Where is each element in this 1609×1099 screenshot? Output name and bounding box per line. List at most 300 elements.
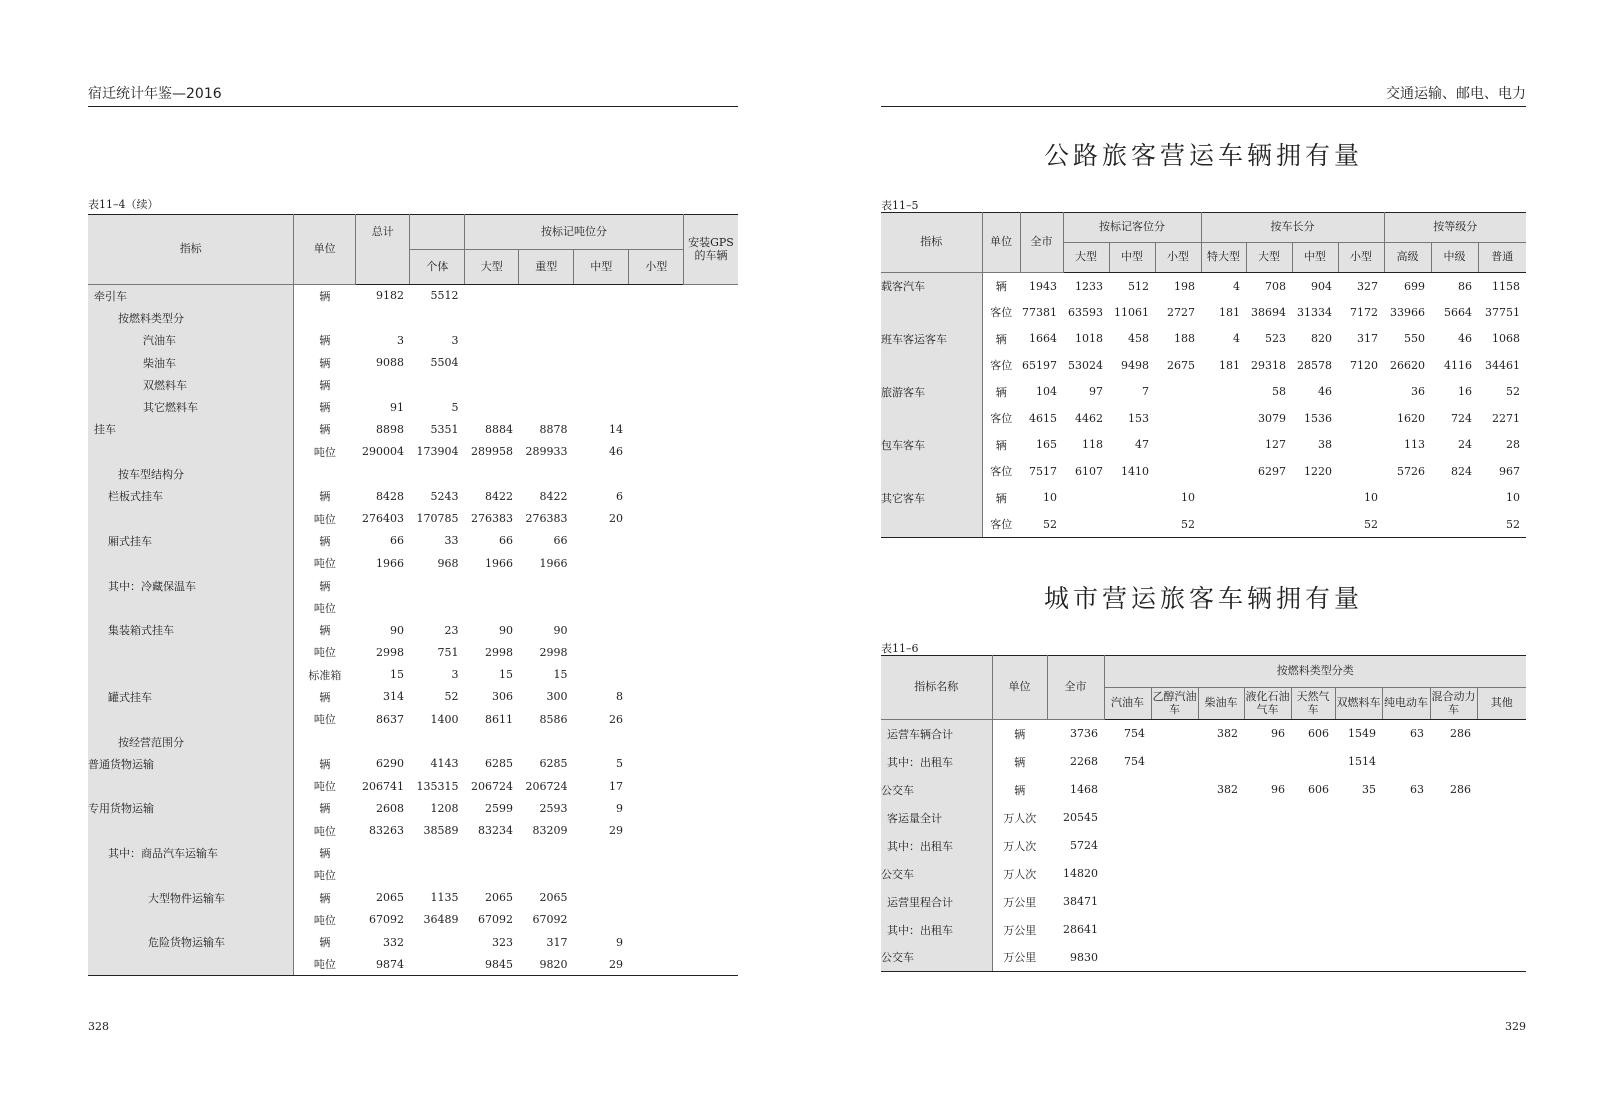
row-value — [1477, 916, 1526, 944]
row-unit: 客位 — [990, 306, 1013, 320]
row-value: 2998 — [375, 645, 404, 659]
row-value: 5664 — [1444, 305, 1473, 319]
row-label — [88, 820, 294, 842]
table-row — [88, 664, 738, 686]
row-value — [519, 329, 574, 351]
row-label: 其中：出租车 — [881, 832, 992, 860]
row-value — [629, 530, 684, 552]
row-value — [573, 530, 629, 552]
row-value — [1198, 748, 1244, 776]
row-value — [629, 842, 684, 864]
row-value — [683, 842, 738, 864]
row-value: 1664 — [1029, 332, 1057, 346]
table-row — [88, 820, 738, 842]
row-value — [629, 619, 684, 641]
row-value — [355, 597, 410, 619]
row-value: 286 — [1450, 783, 1471, 796]
row-value — [519, 597, 574, 619]
row-value: 66 — [389, 534, 404, 548]
row-value — [464, 842, 519, 864]
row-value: 52 — [1155, 511, 1201, 538]
row-value: 16 — [1458, 385, 1473, 399]
row-value: 9 — [615, 801, 623, 815]
row-label: 危险货物运输车 — [88, 931, 294, 953]
table-11-4 — [88, 214, 738, 976]
table-row — [88, 797, 738, 819]
row-value — [355, 864, 410, 886]
table-11-6 — [881, 655, 1526, 972]
row-value — [683, 820, 738, 842]
header-large: 大型 — [464, 250, 519, 285]
table-row — [88, 441, 738, 463]
row-value: 67092 — [532, 913, 568, 927]
table-row — [881, 379, 1526, 406]
row-label: 其中：出租车 — [881, 748, 992, 776]
row-value: 606 — [1308, 783, 1329, 796]
row-value: 2727 — [1167, 305, 1196, 319]
row-value: 63 — [1410, 727, 1424, 741]
row-value — [1155, 458, 1201, 485]
row-value: 754 — [1124, 727, 1145, 741]
row-value: 46 — [1318, 385, 1333, 399]
row-unit: 辆 — [319, 378, 331, 392]
row-unit: 吨位 — [313, 713, 336, 727]
row-value: 96 — [1271, 783, 1285, 796]
row-unit: 辆 — [319, 802, 331, 816]
running-head-right: 交通运输、邮电、电力 — [881, 84, 1526, 107]
row-label — [88, 552, 294, 574]
row-unit: 万人次 — [1003, 867, 1037, 881]
row-value — [683, 374, 738, 396]
row-value — [410, 842, 465, 864]
row-value — [573, 619, 629, 641]
row-unit: 吨位 — [313, 557, 336, 571]
table-row — [88, 909, 738, 931]
row-value: 6 — [615, 489, 623, 503]
row-value: 1549 — [1348, 727, 1376, 741]
row-unit: 辆 — [319, 690, 331, 704]
row-unit: 辆 — [319, 847, 331, 861]
header-total: 总计 — [355, 215, 410, 250]
row-value: 606 — [1308, 727, 1329, 741]
row-value: 724 — [1451, 411, 1473, 425]
row-value: 67092 — [368, 913, 404, 927]
row-value — [1338, 458, 1384, 485]
row-value: 300 — [546, 690, 568, 704]
row-value — [1151, 944, 1198, 972]
row-value: 9498 — [1121, 358, 1149, 372]
row-value: 29 — [573, 953, 629, 975]
row-value: 10 — [1181, 491, 1196, 505]
row-value: 206724 — [470, 779, 513, 793]
row-value: 52 — [1506, 385, 1521, 399]
row-value — [629, 931, 684, 953]
row-label — [88, 775, 294, 797]
row-value: 6297 — [1258, 464, 1287, 478]
row-value — [683, 329, 738, 351]
row-value: 968 — [437, 556, 459, 570]
row-value: 327 — [1357, 279, 1379, 293]
row-value — [519, 730, 574, 752]
row-label: 公交车 — [881, 860, 992, 888]
page-number-left: 328 — [88, 1020, 109, 1033]
row-value: 10 — [1364, 491, 1379, 505]
row-value: 29 — [608, 824, 623, 838]
row-value — [629, 730, 684, 752]
table-row — [881, 352, 1526, 379]
row-unit — [294, 307, 356, 329]
row-label: 柴油车 — [88, 351, 294, 373]
row-value: 24 — [1458, 438, 1473, 452]
table-row — [88, 396, 738, 418]
row-label — [881, 458, 982, 485]
row-value — [629, 641, 684, 663]
row-value: 65197 — [1022, 358, 1057, 372]
row-value — [1338, 432, 1384, 459]
row-value — [1151, 888, 1198, 916]
row-value — [629, 307, 684, 329]
row-value: 332 — [382, 935, 404, 949]
row-value: 6290 — [375, 757, 404, 771]
row-value — [1335, 888, 1382, 916]
row-value — [464, 463, 519, 485]
row-value — [410, 730, 465, 752]
header-natural-gas: 天然气车 — [1291, 688, 1335, 720]
row-value: 28 — [1506, 438, 1521, 452]
row-value: 3 — [451, 333, 459, 347]
row-value — [1291, 832, 1335, 860]
row-value — [1104, 832, 1151, 860]
row-value — [1291, 888, 1335, 916]
row-value: 91 — [389, 400, 404, 414]
row-value: 289958 — [470, 445, 513, 459]
table-row — [88, 931, 738, 953]
row-value — [573, 730, 629, 752]
table-row — [88, 351, 738, 373]
row-value: 38 — [1318, 438, 1333, 452]
row-unit: 吨位 — [313, 913, 336, 927]
row-value: 5351 — [430, 422, 459, 436]
row-unit: 辆 — [995, 280, 1007, 293]
row-unit: 辆 — [995, 385, 1007, 399]
row-value — [519, 864, 574, 886]
row-value — [1198, 860, 1244, 888]
row-value — [1244, 860, 1291, 888]
row-label: 集装箱式挂车 — [88, 619, 294, 641]
row-unit: 标准箱 — [308, 668, 342, 682]
row-value — [1151, 776, 1198, 804]
row-value — [683, 775, 738, 797]
header-dual-fuel: 双燃料车 — [1335, 688, 1382, 720]
row-value: 2608 — [375, 801, 404, 815]
table-row — [88, 552, 738, 574]
row-value — [1244, 832, 1291, 860]
row-value: 14 — [608, 422, 623, 436]
row-label: 牵引车 — [88, 285, 294, 307]
row-value: 8422 — [484, 489, 513, 503]
row-value — [683, 909, 738, 931]
table-row — [88, 730, 738, 752]
row-value: 2599 — [484, 801, 513, 815]
row-value: 1135 — [430, 891, 459, 905]
row-value — [519, 463, 574, 485]
row-value — [573, 864, 629, 886]
row-value: 286 — [1450, 727, 1471, 741]
row-value — [519, 842, 574, 864]
row-value: 8898 — [375, 422, 404, 436]
table-row — [881, 720, 1526, 748]
row-value — [1104, 804, 1151, 832]
row-unit: 吨位 — [313, 512, 336, 526]
row-value: 9088 — [375, 356, 404, 370]
row-value — [1244, 888, 1291, 916]
table-row — [881, 860, 1526, 888]
row-value: 23 — [444, 623, 459, 637]
row-value — [629, 797, 684, 819]
header-indicator: 指标 — [88, 215, 294, 285]
row-value — [1244, 944, 1291, 972]
row-value — [629, 708, 684, 730]
row-value: 90 — [553, 623, 568, 637]
row-label — [88, 953, 294, 975]
table-row — [881, 832, 1526, 860]
row-value — [683, 530, 738, 552]
row-value — [355, 842, 410, 864]
table-row — [88, 597, 738, 619]
row-value: 317 — [1357, 332, 1379, 346]
table-row — [88, 887, 738, 909]
row-unit: 辆 — [1014, 755, 1026, 769]
row-value: 28641 — [1063, 923, 1098, 936]
row-value — [683, 507, 738, 529]
row-value — [629, 864, 684, 886]
row-value — [1201, 458, 1246, 485]
row-value: 15 — [389, 668, 404, 682]
row-value — [1291, 860, 1335, 888]
row-unit: 吨位 — [313, 646, 336, 660]
row-value — [1430, 804, 1477, 832]
row-value — [519, 285, 574, 307]
row-value: 10 — [1506, 491, 1521, 505]
row-value — [629, 753, 684, 775]
row-value: 47 — [1135, 438, 1149, 452]
row-value: 35 — [1362, 783, 1376, 796]
row-label: 挂车 — [88, 418, 294, 440]
row-value: 4 — [1233, 332, 1241, 346]
row-value: 28578 — [1297, 358, 1333, 372]
row-value: 46 — [608, 445, 623, 459]
table-row — [88, 507, 738, 529]
row-value: 7 — [1142, 385, 1149, 399]
row-value — [683, 708, 738, 730]
header-gps: 安装GPS的车辆 — [683, 215, 738, 285]
row-value — [1477, 860, 1526, 888]
row-value: 96 — [1271, 727, 1285, 741]
row-value — [683, 307, 738, 329]
row-value: 52 — [1338, 511, 1384, 538]
row-value — [1244, 804, 1291, 832]
row-value — [1063, 485, 1109, 512]
header-ethanol: 乙醇汽油车 — [1151, 688, 1198, 720]
row-value: 512 — [1128, 279, 1149, 293]
row-value — [1201, 511, 1246, 538]
row-value — [573, 396, 629, 418]
row-value: 20 — [608, 512, 623, 526]
row-value: 2998 — [539, 645, 568, 659]
row-unit: 客位 — [990, 359, 1013, 373]
row-value: 2065 — [484, 891, 513, 905]
row-value — [573, 574, 629, 596]
row-value — [1477, 888, 1526, 916]
row-value — [1338, 405, 1384, 432]
row-value: 2065 — [375, 891, 404, 905]
row-value: 9820 — [519, 953, 574, 975]
row-value: 34461 — [1485, 358, 1521, 372]
row-value: 15 — [553, 668, 568, 682]
row-value — [683, 953, 738, 975]
row-value — [1104, 944, 1151, 972]
row-label — [88, 641, 294, 663]
row-value — [519, 374, 574, 396]
row-value — [573, 664, 629, 686]
row-label: 公交车 — [881, 944, 992, 972]
row-value: 5726 — [1397, 464, 1426, 478]
row-label: 按车型结构分 — [88, 463, 294, 485]
row-label: 公交车 — [881, 776, 992, 804]
row-value — [410, 374, 465, 396]
row-label: 其中：商品汽车运输车 — [88, 842, 294, 864]
row-value — [1430, 748, 1477, 776]
row-value: 751 — [437, 645, 459, 659]
row-value: 3 — [396, 333, 404, 347]
row-value — [1335, 944, 1382, 972]
row-value: 26 — [608, 712, 623, 726]
header-len-large: 大型 — [1246, 243, 1292, 273]
row-unit: 辆 — [319, 490, 331, 504]
row-unit: 万公里 — [1003, 895, 1037, 909]
row-value — [1151, 748, 1198, 776]
row-value — [573, 374, 629, 396]
row-value: 173904 — [416, 445, 459, 459]
row-unit: 客位 — [990, 465, 1013, 479]
row-value — [1246, 511, 1292, 538]
row-value: 1208 — [430, 801, 459, 815]
row-value: 38694 — [1251, 305, 1287, 319]
row-unit: 辆 — [319, 891, 331, 905]
header-by-seats: 按标记客位分 — [1063, 213, 1201, 243]
table-row — [881, 273, 1526, 300]
table-row — [88, 864, 738, 886]
row-value — [1382, 944, 1430, 972]
row-value — [1201, 405, 1246, 432]
row-value — [629, 597, 684, 619]
row-value — [1477, 832, 1526, 860]
row-value: 29318 — [1251, 358, 1287, 372]
row-unit — [294, 730, 356, 752]
row-value: 1468 — [1070, 783, 1098, 796]
row-unit: 万公里 — [992, 944, 1047, 972]
row-label: 双燃料车 — [88, 374, 294, 396]
header-heavy: 重型 — [519, 250, 574, 285]
header-indicator: 指标名称 — [881, 656, 992, 720]
row-value: 699 — [1404, 279, 1426, 293]
row-value — [1109, 485, 1155, 512]
row-value — [683, 485, 738, 507]
row-value — [410, 953, 465, 975]
row-unit: 辆 — [319, 579, 331, 593]
table-row — [881, 916, 1526, 944]
header-seat-medium: 中型 — [1109, 243, 1155, 273]
row-unit: 吨位 — [294, 953, 356, 975]
row-value — [1109, 511, 1155, 538]
row-value: 8611 — [484, 712, 513, 726]
row-unit: 万人次 — [1003, 811, 1037, 825]
row-label — [881, 405, 982, 432]
row-value: 317 — [546, 935, 568, 949]
row-label — [881, 299, 982, 326]
row-value — [683, 864, 738, 886]
row-value — [573, 307, 629, 329]
row-value: 14820 — [1063, 867, 1098, 880]
row-value: 66 — [498, 534, 513, 548]
row-value: 52 — [1478, 511, 1526, 538]
row-label — [88, 864, 294, 886]
header-len-small: 小型 — [1338, 243, 1384, 273]
row-value: 33 — [444, 534, 459, 548]
header-by-length: 按车长分 — [1201, 213, 1384, 243]
header-unit: 单位 — [982, 213, 1020, 273]
row-value — [1104, 888, 1151, 916]
table-row — [881, 804, 1526, 832]
row-value — [683, 552, 738, 574]
row-label — [88, 708, 294, 730]
row-value — [1382, 804, 1430, 832]
row-value — [683, 619, 738, 641]
row-value — [1430, 944, 1477, 972]
row-value: 15 — [498, 668, 513, 682]
row-value: 2268 — [1070, 755, 1098, 768]
row-value: 6285 — [539, 757, 568, 771]
row-value: 5724 — [1070, 839, 1098, 852]
row-value: 83209 — [532, 824, 568, 838]
row-value — [519, 574, 574, 596]
row-value: 8 — [615, 690, 623, 704]
table-row — [88, 775, 738, 797]
row-value — [355, 374, 410, 396]
row-value — [1291, 916, 1335, 944]
row-label: 其中：出租车 — [881, 916, 992, 944]
table-row — [88, 953, 738, 975]
row-label: 客运量全计 — [881, 804, 992, 832]
row-value: 754 — [1124, 755, 1145, 768]
row-value: 7517 — [1029, 464, 1057, 478]
row-value — [1430, 860, 1477, 888]
row-value: 181 — [1219, 305, 1241, 319]
row-label: 其中：冷藏保温车 — [88, 574, 294, 596]
table-row — [88, 307, 738, 329]
row-value: 523 — [1265, 332, 1287, 346]
row-value — [1335, 916, 1382, 944]
header-grade-high: 高级 — [1384, 243, 1431, 273]
row-value — [683, 285, 738, 307]
row-value: 382 — [1217, 727, 1238, 741]
row-value: 10 — [1043, 491, 1057, 505]
row-value — [683, 441, 738, 463]
header-unit: 单位 — [992, 656, 1047, 720]
row-value — [629, 441, 684, 463]
row-value: 276383 — [525, 512, 568, 526]
row-unit: 辆 — [319, 334, 331, 348]
